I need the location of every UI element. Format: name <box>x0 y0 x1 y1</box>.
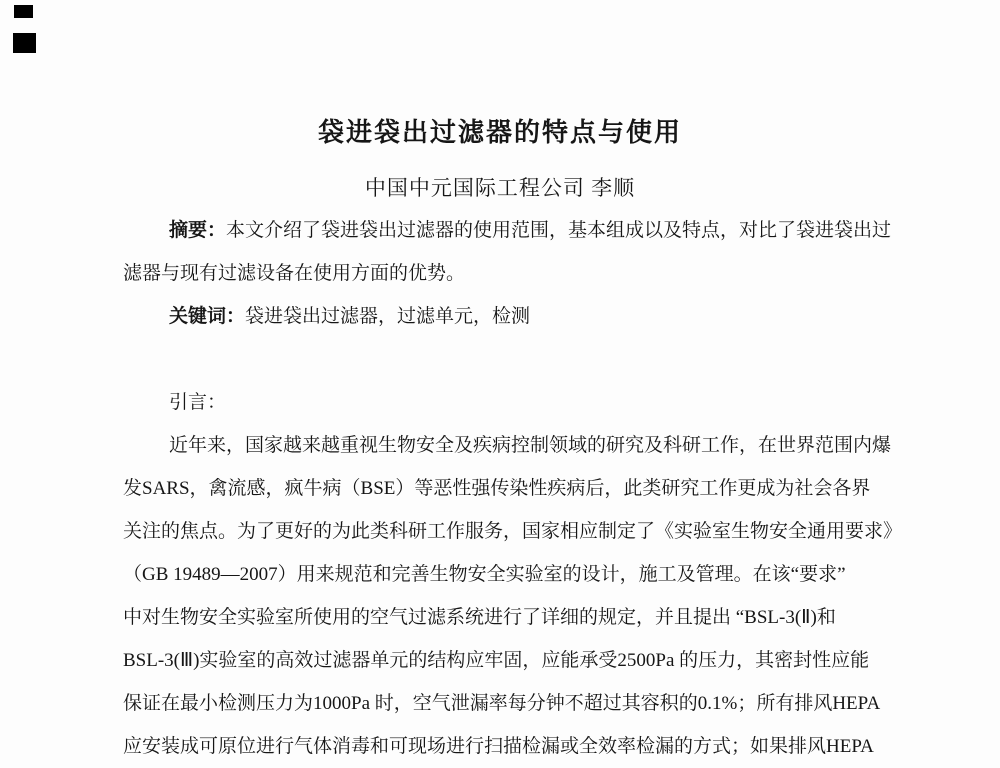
text-flow <box>123 209 903 768</box>
body-line: 应安装成可原位进行气体消毒和可现场进行扫描检漏或全效率检漏的方式；如果排风HEPA <box>123 736 874 757</box>
abstract-text: 本文介绍了袋进袋出过滤器的使用范围，基本组成以及特点，对比了袋进袋出过 <box>226 220 892 241</box>
keywords-line <box>123 295 885 338</box>
body-line: 近年来，国家越来越重视生物安全及疾病控制领域的研究及科研工作，在世界范围内爆 <box>169 435 892 456</box>
abstract-text: 滤器与现有过滤设备在使用方面的优势。 <box>123 263 466 284</box>
blank-line <box>123 338 885 381</box>
body-line: BSL-3(Ⅲ)实验室的高效过滤器单元的结构应牢固，应能承受2500Pa 的压力，其密封性应能 <box>123 650 870 671</box>
body-line: （GB 19489—2007）用来规范和完善生物安全实验室的设计，施工及管理。在该“要求” <box>123 564 846 585</box>
scan-artifact <box>13 33 36 53</box>
keywords-label: 关键词： <box>169 306 246 327</box>
paper-title: 袋进袋出过滤器的特点与使用 <box>317 117 682 147</box>
abstract-line <box>123 252 885 295</box>
body-line: 关注的焦点。为了更好的为此类科研工作服务，国家相应制定了《实验室生物安全通用要求》 <box>123 521 903 542</box>
body-line: 中对生物安全实验室所使用的空气过滤系统进行了详细的规定，并且提出 “BSL-3(Ⅱ)和 <box>123 607 836 628</box>
body-line: 发SARS，禽流感，疯牛病（BSE）等恶性强传染性疾病后，此类研究工作更成为社会各界 <box>123 478 871 499</box>
abstract-line <box>123 209 892 252</box>
author-line: 中国中元国际工程公司 李顺 <box>364 176 636 200</box>
abstract-label: 摘要： <box>169 220 227 241</box>
scan-artifact <box>14 5 33 18</box>
body-line: 保证在最小检测压力为1000Pa 时，空气泄漏率每分钟不超过其容积的0.1%；所有排风HEPA <box>123 693 881 714</box>
section-heading-intro: 引言： <box>169 392 227 413</box>
keywords-text: 袋进袋出过滤器，过滤单元，检测 <box>245 306 531 327</box>
